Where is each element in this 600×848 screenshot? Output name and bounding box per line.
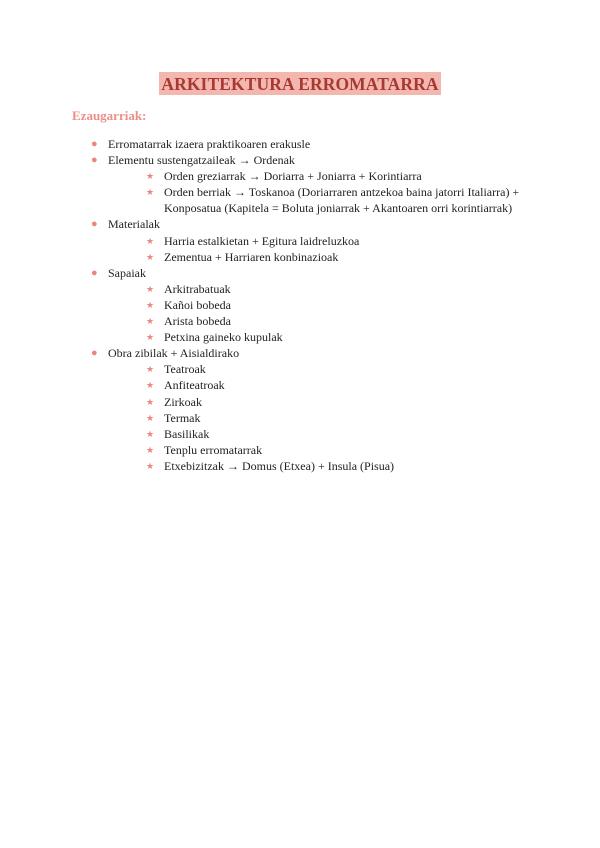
sub-list [108, 233, 528, 265]
star-bullet-icon: ★ [146, 332, 155, 343]
sub-list-item-text: Teatroak [164, 362, 206, 377]
sub-list-item [128, 426, 528, 442]
sub-list-item-text: Petxina gaineko kupulak [164, 330, 283, 345]
sub-list-item [128, 442, 528, 458]
star-bullet-icon: ★ [146, 235, 155, 246]
star-bullet-icon: ★ [146, 428, 155, 439]
sub-list-item-text: Orden greziarrak → Doriarra + Joniarra + Korintiarra [164, 169, 422, 184]
sub-list-item [128, 394, 528, 410]
sub-list-item [128, 233, 528, 249]
feature-list [88, 136, 528, 474]
sub-list-item-text: Harria estalkietan + Egitura laidreluzkoa [164, 233, 360, 248]
star-bullet-icon: ★ [146, 316, 155, 327]
sub-list-item [128, 361, 528, 377]
filled-circle-bullet-icon: ● [91, 347, 98, 360]
star-bullet-icon: ★ [146, 187, 155, 198]
list-item [88, 136, 528, 152]
sub-list-item-text: Anfiteatroak [164, 378, 225, 393]
star-bullet-icon: ★ [146, 251, 155, 262]
star-bullet-icon: ★ [146, 396, 155, 407]
star-bullet-icon: ★ [146, 380, 155, 391]
star-bullet-icon: ★ [146, 299, 155, 310]
page-title: ARKITEKTURA ERROMATARRA [161, 74, 439, 94]
list-item [88, 265, 528, 345]
sub-list-item-text: Arista bobeda [164, 314, 231, 329]
sub-list-item-text: Tenplu erromatarrak [164, 442, 263, 457]
sub-list [108, 168, 528, 216]
star-bullet-icon: ★ [146, 412, 155, 423]
sub-list [108, 361, 528, 474]
list-item-text: Obra zibilak + Aisialdirako [108, 346, 240, 361]
sub-list-item [128, 297, 528, 313]
list-item-text: Sapaiak [108, 265, 146, 280]
list-item [88, 216, 528, 264]
filled-circle-bullet-icon: ● [91, 154, 98, 167]
title-container [0, 72, 600, 95]
sub-list-item [128, 410, 528, 426]
sub-list [108, 281, 528, 345]
filled-circle-bullet-icon: ● [91, 218, 98, 231]
sub-list-item [128, 313, 528, 329]
sub-list-item [128, 458, 528, 474]
list-item-text: Erromatarrak izaera praktikoaren erakusle [108, 137, 311, 151]
sub-list-item [128, 377, 528, 393]
list-item-text: Elementu sustengatzaileak → Ordenak [108, 153, 295, 168]
sub-list-item-text: Etxebizitzak → Domus (Etxea) + Insula (Pisua) [164, 458, 395, 473]
list-item [88, 152, 528, 216]
sub-list-item [128, 329, 528, 345]
section-heading: Ezaugarriak: [72, 108, 147, 123]
sub-list-item-text: Zementua + Harriaren konbinazioak [164, 249, 339, 264]
star-bullet-icon: ★ [146, 460, 155, 471]
list-item-text: Materialak [108, 217, 160, 232]
sub-list-item-text: Kañoi bobeda [164, 297, 231, 312]
star-bullet-icon: ★ [146, 171, 155, 182]
sub-list-item-text: Basilikak [164, 426, 210, 441]
star-bullet-icon: ★ [146, 364, 155, 375]
sub-list-item [128, 168, 528, 184]
star-bullet-icon: ★ [146, 444, 155, 455]
sub-list-item [128, 281, 528, 297]
filled-circle-bullet-icon: ● [91, 138, 98, 150]
list-item [88, 345, 528, 474]
filled-circle-bullet-icon: ● [91, 266, 98, 279]
sub-list-item [128, 249, 528, 265]
sub-list-item-text: Orden berriak → Toskanoa (Doriarraren antzekoa baina jatorri Italiarra) + Konposatua (Kapitela = Boluta joniarrak + Akantoaren orri korintiarrak) [164, 185, 520, 216]
star-bullet-icon: ★ [146, 283, 155, 294]
sub-list-item-text: Arkitrabatuak [164, 281, 231, 296]
sub-list-item [128, 184, 528, 216]
sub-list-item-text: Zirkoak [164, 394, 202, 409]
sub-list-item-text: Termak [164, 410, 201, 425]
